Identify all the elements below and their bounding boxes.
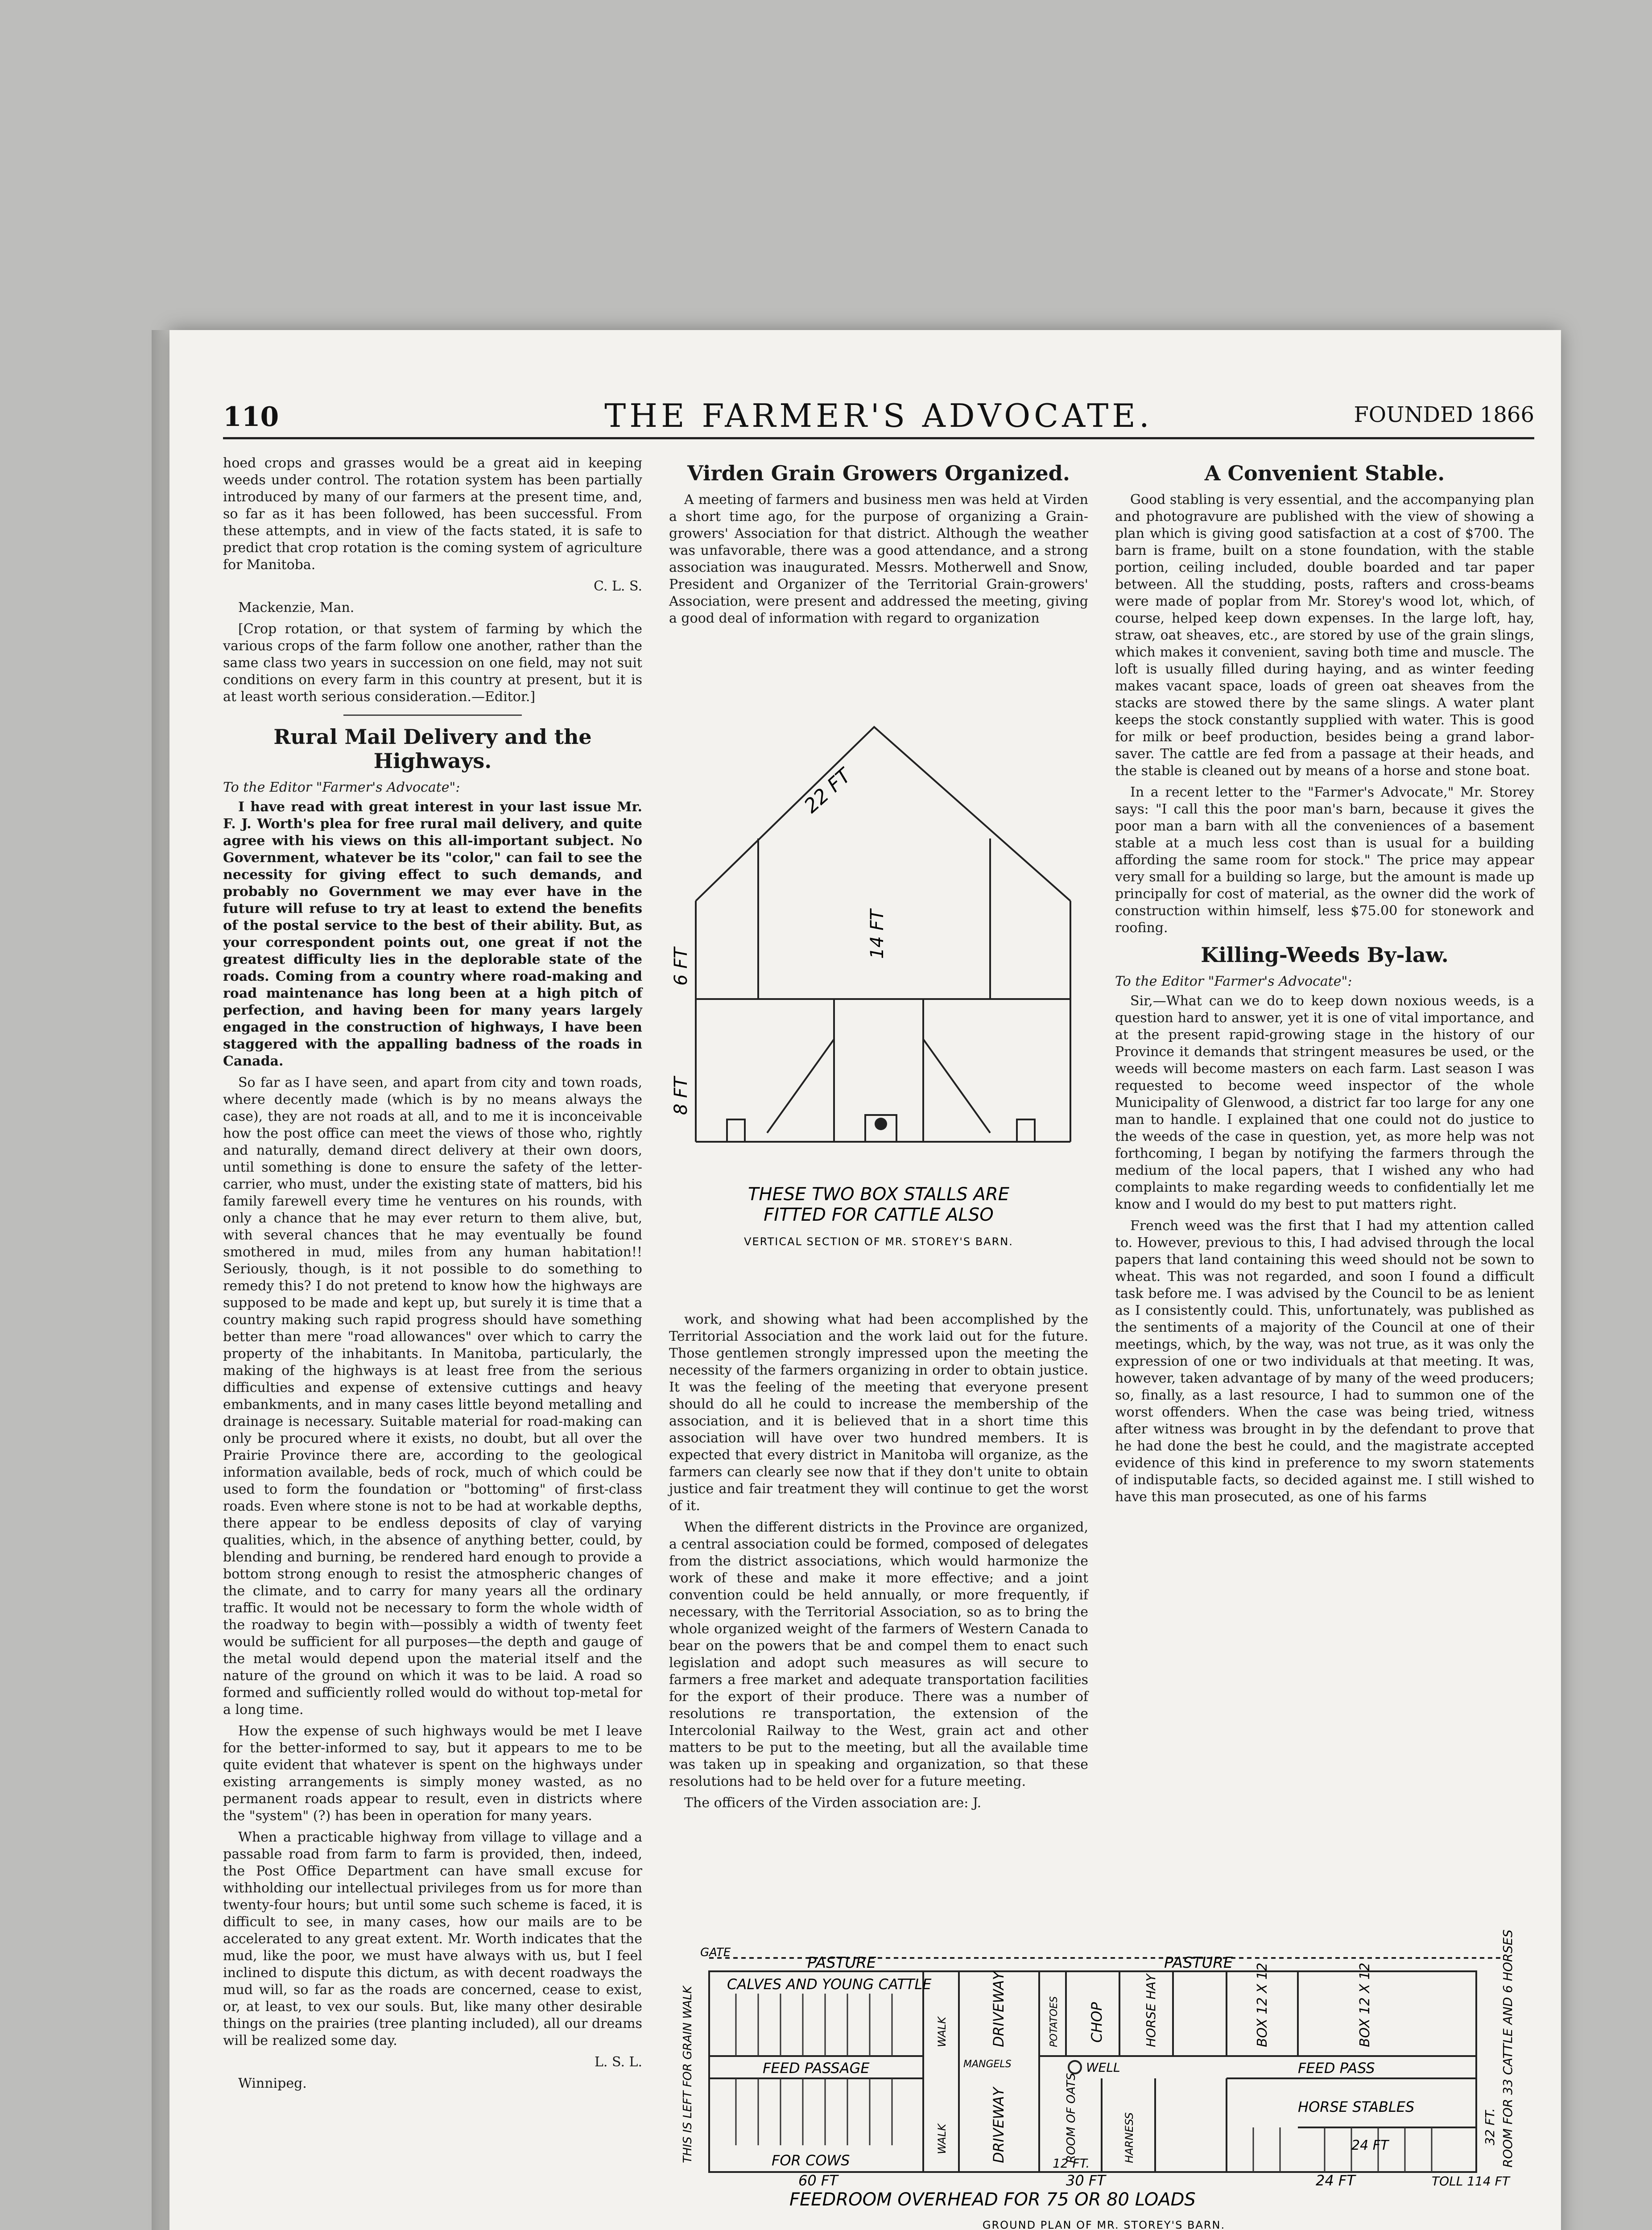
room-oats-label: ROOM OF OATS	[1065, 2073, 1078, 2163]
column-right	[1115, 455, 1534, 1510]
crop-rotation-place: Mackenzie, Man.	[238, 600, 355, 615]
calves-label: CALVES AND YOUNG CATTLE	[727, 1976, 932, 1993]
ground-plan-caption: GROUND PLAN OF MR. STOREY'S BARN.	[982, 2219, 1226, 2230]
well-label: WELL	[1086, 2060, 1120, 2075]
ground-plan-drawing	[673, 1929, 1534, 2217]
feed-passage-label: FEED PASSAGE	[763, 2060, 870, 2077]
founded-line: FOUNDED 1866	[1354, 402, 1534, 427]
dim-upper: 14 FT	[867, 909, 888, 959]
box1-label: BOX 12 X 12	[1255, 1962, 1270, 2047]
sixty-ft-label: 60 FT	[798, 2172, 838, 2189]
rural-mail-paragraph: I have read with great interest in your last issue Mr. F. J. Worth's plea for free rural mail delivery, and quite agree with his views on this all-important subject. No Government, whatever be its "color," can fail to see the necessity for giving effect to such demands, and probably no Government we may ever have in the future will refuse to try at least to extend the benefits of the postal service to the best of their ability. But, as your correspondent points out, one great if not the greatest difficulty lies in the deplorable state of the roads. Coming from a country where road-making and road maintenance has long been at a high pitch of perfection, and having been for many years largely engaged in the construction of highways, I have been staggered with the appalling badness of the roads in Canada.	[223, 799, 642, 1069]
crop-rotation-text: hoed crops and grasses would be a great aid in keeping weeds under control. The rotation system has been partially introduced by many of our farmers at the present time, and, so far as it has been followed, has been successful. From these attempts, and in view of the facts stated, it is safe to predict that crop rotation is the coming system of agriculture for Manitoba.	[223, 455, 642, 573]
stable-paragraph: Good stabling is very essential, and the accompanying plan and photogravure are published with the view of showing a plan which is giving good satisfaction at a cost of $700. The barn is frame, built on a stone foundation, with the stable portion, ceiling included, double boarded and tar paper between. All the studding, posts, rafters and cross-beams were made of poplar from Mr. Storey's wood lot, which, of course, helped keep down expenses. In the large loft, hay, straw, oat sheaves, etc., are stored by use of the grain slings, which makes it convenient, saving both time and muscle. The loft is usually filled during haying, and as winter feeding makes vacant space, loads of green oat sheaves from the stacks are stowed there by the same slings. A water plant keeps the stock constantly supplied with water. This is good for milk or beef production, besides being a grand labor-saver. The cattle are fed from a passage at their heads, and the stable is cleaned out by means of a horse and stone boat.	[1115, 492, 1534, 779]
weeds-heading: Killing-Weeds By-law.	[1201, 943, 1449, 967]
ground-plan-figure	[673, 1929, 1534, 2230]
feed-pass-label: FEED PASS	[1298, 2060, 1375, 2077]
page-header	[223, 397, 1534, 439]
twentyfour-ft-right-label: 24 FT	[1351, 2138, 1389, 2153]
thirtytwo-ft-label: 32 FT.	[1483, 2108, 1497, 2145]
rural-mail-place: Winnipeg.	[238, 2076, 307, 2091]
crop-rotation-signature: C. L. S.	[594, 578, 642, 594]
barn-section-caption: VERTICAL SECTION OF MR. STOREY'S BARN.	[744, 1235, 1013, 1248]
walk-mid-label: WALK	[936, 2123, 948, 2154]
potatoes-label: POTATOES	[1049, 1996, 1060, 2047]
box2-label: BOX 12 X 12	[1357, 1962, 1373, 2047]
walk-top-label: WALK	[936, 2016, 948, 2047]
newspaper-page	[169, 330, 1561, 2230]
weeds-paragraph: Sir,—What can we do to keep down noxious weeds, is a question hard to answer, yet it is one of vital importance, and at the present rapid-growing stage in the history of our Province it demands that stringent measures be used, or the weeds will become masters on each farm. Last season I was requested to become weed inspector of the whole Municipality of Glenwood, a district far too large for any one man to handle. I explained that one could not do justice to the weeds of the case in question, yet, as more help was not forthcoming, I began by notifying the farmers through the medium of the local papers, that I wished any who had complaints to make regarding weeds to confidentially let me know and I would do my best to put matters right.	[1115, 993, 1534, 1212]
virden-paragraph: work, and showing what had been accomplished by the Territorial Association and the work laid out for the future. Those gentlemen strongly impressed upon the meeting the necessity of the farmers organizing in order to obtain justice. It was the feeling of the meeting that everyone present should do all he could to increase the membership of the association, and it is believed that in a short time this association will have over two hundred members. It is expected that every district in Manitoba will organize, as the farmers can clearly see now that if they don't unite to obtain justice and fair treatment they will continue to get the worst of it.	[669, 1312, 1088, 1514]
total-length-label: TOLL 114 FT	[1432, 2174, 1510, 2189]
virden-heading: Virden Grain Growers Organized.	[687, 461, 1070, 485]
twentyfour-ft-bottom-label: 24 FT	[1316, 2172, 1355, 2189]
horse-hay-label: HORSE HAY	[1144, 1974, 1158, 2047]
stable-heading: A Convenient Stable.	[1204, 461, 1445, 485]
editor-note: [Crop rotation, or that system of farming by which the various crops of the farm follow one another, rather than the same class two years in succession on one field, may not suit conditions on every farm in this country at present, but it is at least worth serious consideration.—Editor.]	[223, 621, 642, 705]
stable-paragraph: In a recent letter to the "Farmer's Advocate," Mr. Storey says: "I call this the poor man's barn, because it gives the poor man a barn with all the conveniences of a basement stable at a much less cost than is usual for a building affording the same room for stock." The price may appear very small for a building so large, but the amount is made up principally for cost of material, as the owner did the work of construction within himself, less $75.00 for stonework and roofing.	[1115, 785, 1534, 936]
page-number: 110	[223, 401, 279, 433]
twelve-ft-label: 12 FT.	[1053, 2156, 1090, 2171]
gate-label: GATE	[700, 1946, 731, 1959]
dim-roof: 22 FT	[800, 764, 856, 818]
rural-mail-addressee: To the Editor "Farmer's Advocate":	[223, 780, 460, 795]
driveway-label: DRIVEWAY	[990, 1971, 1007, 2047]
rural-mail-paragraph: How the expense of such highways would be met I leave for the better-informed to say, but it appears to me to be quite evident that whatever is spent on the highways under existing arrangements is simply money wasted, as no permanent roads appear to result, even in districts where the "system" (?) has been in operation for many years.	[223, 1723, 642, 1824]
weeds-addressee: To the Editor "Farmer's Advocate":	[1115, 974, 1352, 989]
dim-wall: 6 FT	[671, 947, 691, 986]
virden-paragraph: When the different districts in the Province are organized, a central association could be formed, composed of delegates from the district associations, which would harmonize the work of these and make it more effective; and a joint convention could be held annually, or more frequently, if necessary, with the Territorial Association, so as to bring the whole organized weight of the farmers of Western Canada to bear on the powers that be and compel them to enact such legislation and adopt such measures as will secure to farmers a free market and adequate transportation facilities for the export of their produce. There was a number of resolutions re transportation, the extension of the Intercolonial Railway to the West, grain act and other matters to be put to the meeting, but all the available time was taken up in speaking and organization, so that these resolutions had to be held over for a future meeting.	[669, 1520, 1088, 1789]
column-middle-lower	[669, 1311, 1088, 1816]
feedroom-label: FEEDROOM OVERHEAD FOR 75 OR 80 LOADS	[789, 2189, 1196, 2210]
weeds-paragraph: French weed was the first that I had my attention called to. However, previous to this, I had advised through the local papers that land containing this weed should not be sown to wheat. This was not regarded, and soon I found a difficult task before me. I was advised by the Council to be as lenient as I consistently could. This, unfortunately, was published as the sentiments of a majority of the Council at one of their meetings, which, by the way, was not true, as it was only the expression of one or two individuals at that meeting. It was, however, taken advantage of by many of the weed producers; so, finally, as a last resource, I had to summon one of the worst offenders. When the case was being tried, witness after witness was brought in by the defendant to prove that he had done the best he could, and the magistrate accepted evidence of this kind in preference to my sworn statements of indisputable facts, so decided against me. I still wished to have this man prosecuted, as one of his farms	[1115, 1218, 1534, 1505]
pasture-left-label: PASTURE	[807, 1954, 876, 1972]
barn-section-figure	[669, 700, 1088, 1298]
column-left	[223, 455, 642, 2097]
side-note-label: THIS IS LEFT FOR GRAIN WALK	[681, 1986, 694, 2163]
virden-paragraph: A meeting of farmers and business men was held at Virden a short time ago, for the purpose of organizing a Grain-growers' Association for that district. Although the weather was unfavorable, there was a good attendance, and a strong association was inaugurated. Messrs. Motherwell and Snow, President and Organizer of the Territorial Grain-growers' Association, were present and addressed the meeting, giving a good deal of information with regard to organization	[669, 492, 1088, 626]
chop-label: CHOP	[1088, 2002, 1105, 2043]
dim-lower: 8 FT	[671, 1077, 691, 1115]
virden-paragraph: The officers of the Virden association are: J.	[684, 1795, 982, 1811]
pasture-right-label: PASTURE	[1164, 1954, 1233, 1972]
harness-label: HARNESS	[1123, 2112, 1136, 2163]
rural-mail-heading: Rural Mail Delivery and the Highways.	[273, 725, 592, 773]
rural-mail-paragraph: So far as I have seen, and apart from city and town roads, where decently made (which is by no means always the case), they are not roads at all, and to me it is inconceivable how the post office can meet the views of those who, rightly and naturally, demand direct delivery at their own doors, until something is done to ensure the safety of the letter-carrier, who must, under the existing state of matters, bid his family farewell every time he ventures on his rounds, with only a chance that he may ever return to them alive, but, with several chances that he may eventually be found smothered in mud, miles from any human habitation!! Seriously, though, is it not possible to do something to remedy this? I do not pretend to know how the highways are supposed to be made and kept up, but surely it is time that a country making such rapid progress should have something better than mere "road allowances" over which to carry the property of the inhabitants. In Manitoba, particularly, the making of the highways is at least free from the serious difficulties and expense of extensive cuttings and heavy embankments, and in many cases little beyond metalling and drainage is necessary. Suitable material for road-making can only be procured where it exists, no doubt, but all over the Prairie Province there are, according to the geological information available, beds of rock, much of which could be used to form the foundation or "bottoming" of first-class roads. Even where stone is not to be had at workable depths, there appear to be endless deposits of clay of varying qualities, which, in the absence of anything better, could, by blending and burning, be rendered hard enough to provide a bottom strong enough to resist the atmospheric changes of the climate, and to carry for many years all the ordinary traffic. It would not be necessary to form the whole width of the roadway to begin with—possibly a width of twenty feet would be sufficient for all purposes—the depth and gauge of the metal would depend upon the material itself and the nature of the ground on which it was to be laid. A road so formed and sufficiently rolled would do without top-metal for a long time.	[223, 1075, 642, 1718]
column-middle	[669, 455, 1088, 705]
horse-stables-label: HORSE STABLES	[1298, 2098, 1415, 2115]
barn-section-drawing	[669, 700, 1088, 1182]
thirty-ft-label: 30 FT	[1066, 2172, 1106, 2189]
for-cows-label: FOR COWS	[772, 2152, 850, 2169]
publication-title: THE FARMER'S ADVOCATE.	[604, 397, 1153, 434]
room-for-label: ROOM FOR 33 CATTLE AND 6 HORSES	[1500, 1929, 1515, 2168]
driveway-mid-label: DRIVEWAY	[990, 2087, 1007, 2163]
rural-mail-paragraph: When a practicable highway from village to village and a passable road from farm to farm is provided, then, indeed, the Post Office Department can have small excuse for withholding our intellectual privileges from us for more than twenty-four hours; but until some such scheme is faced, it is difficult to see, in many cases, how our mails are to be accelerated to any great extent. Mr. Worth indicates that the mud, like the poor, we must have always with us, but I feel inclined to dispute this dictum, as with decent roadways the mud will, so far as the roads are concerned, cease to exist, or, at least, to vex our souls. But, like many other desirable things on the prairies (tree planting included), all our dreams will be realized some day.	[223, 1829, 642, 2048]
box-stalls-note: THESE TWO BOX STALLS ARE FITTED FOR CATTLE ALSO	[748, 1184, 1009, 1225]
divider	[343, 714, 522, 716]
mangels-label: MANGELS	[963, 2059, 1012, 2070]
rural-mail-signature: L. S. L.	[594, 2054, 642, 2070]
